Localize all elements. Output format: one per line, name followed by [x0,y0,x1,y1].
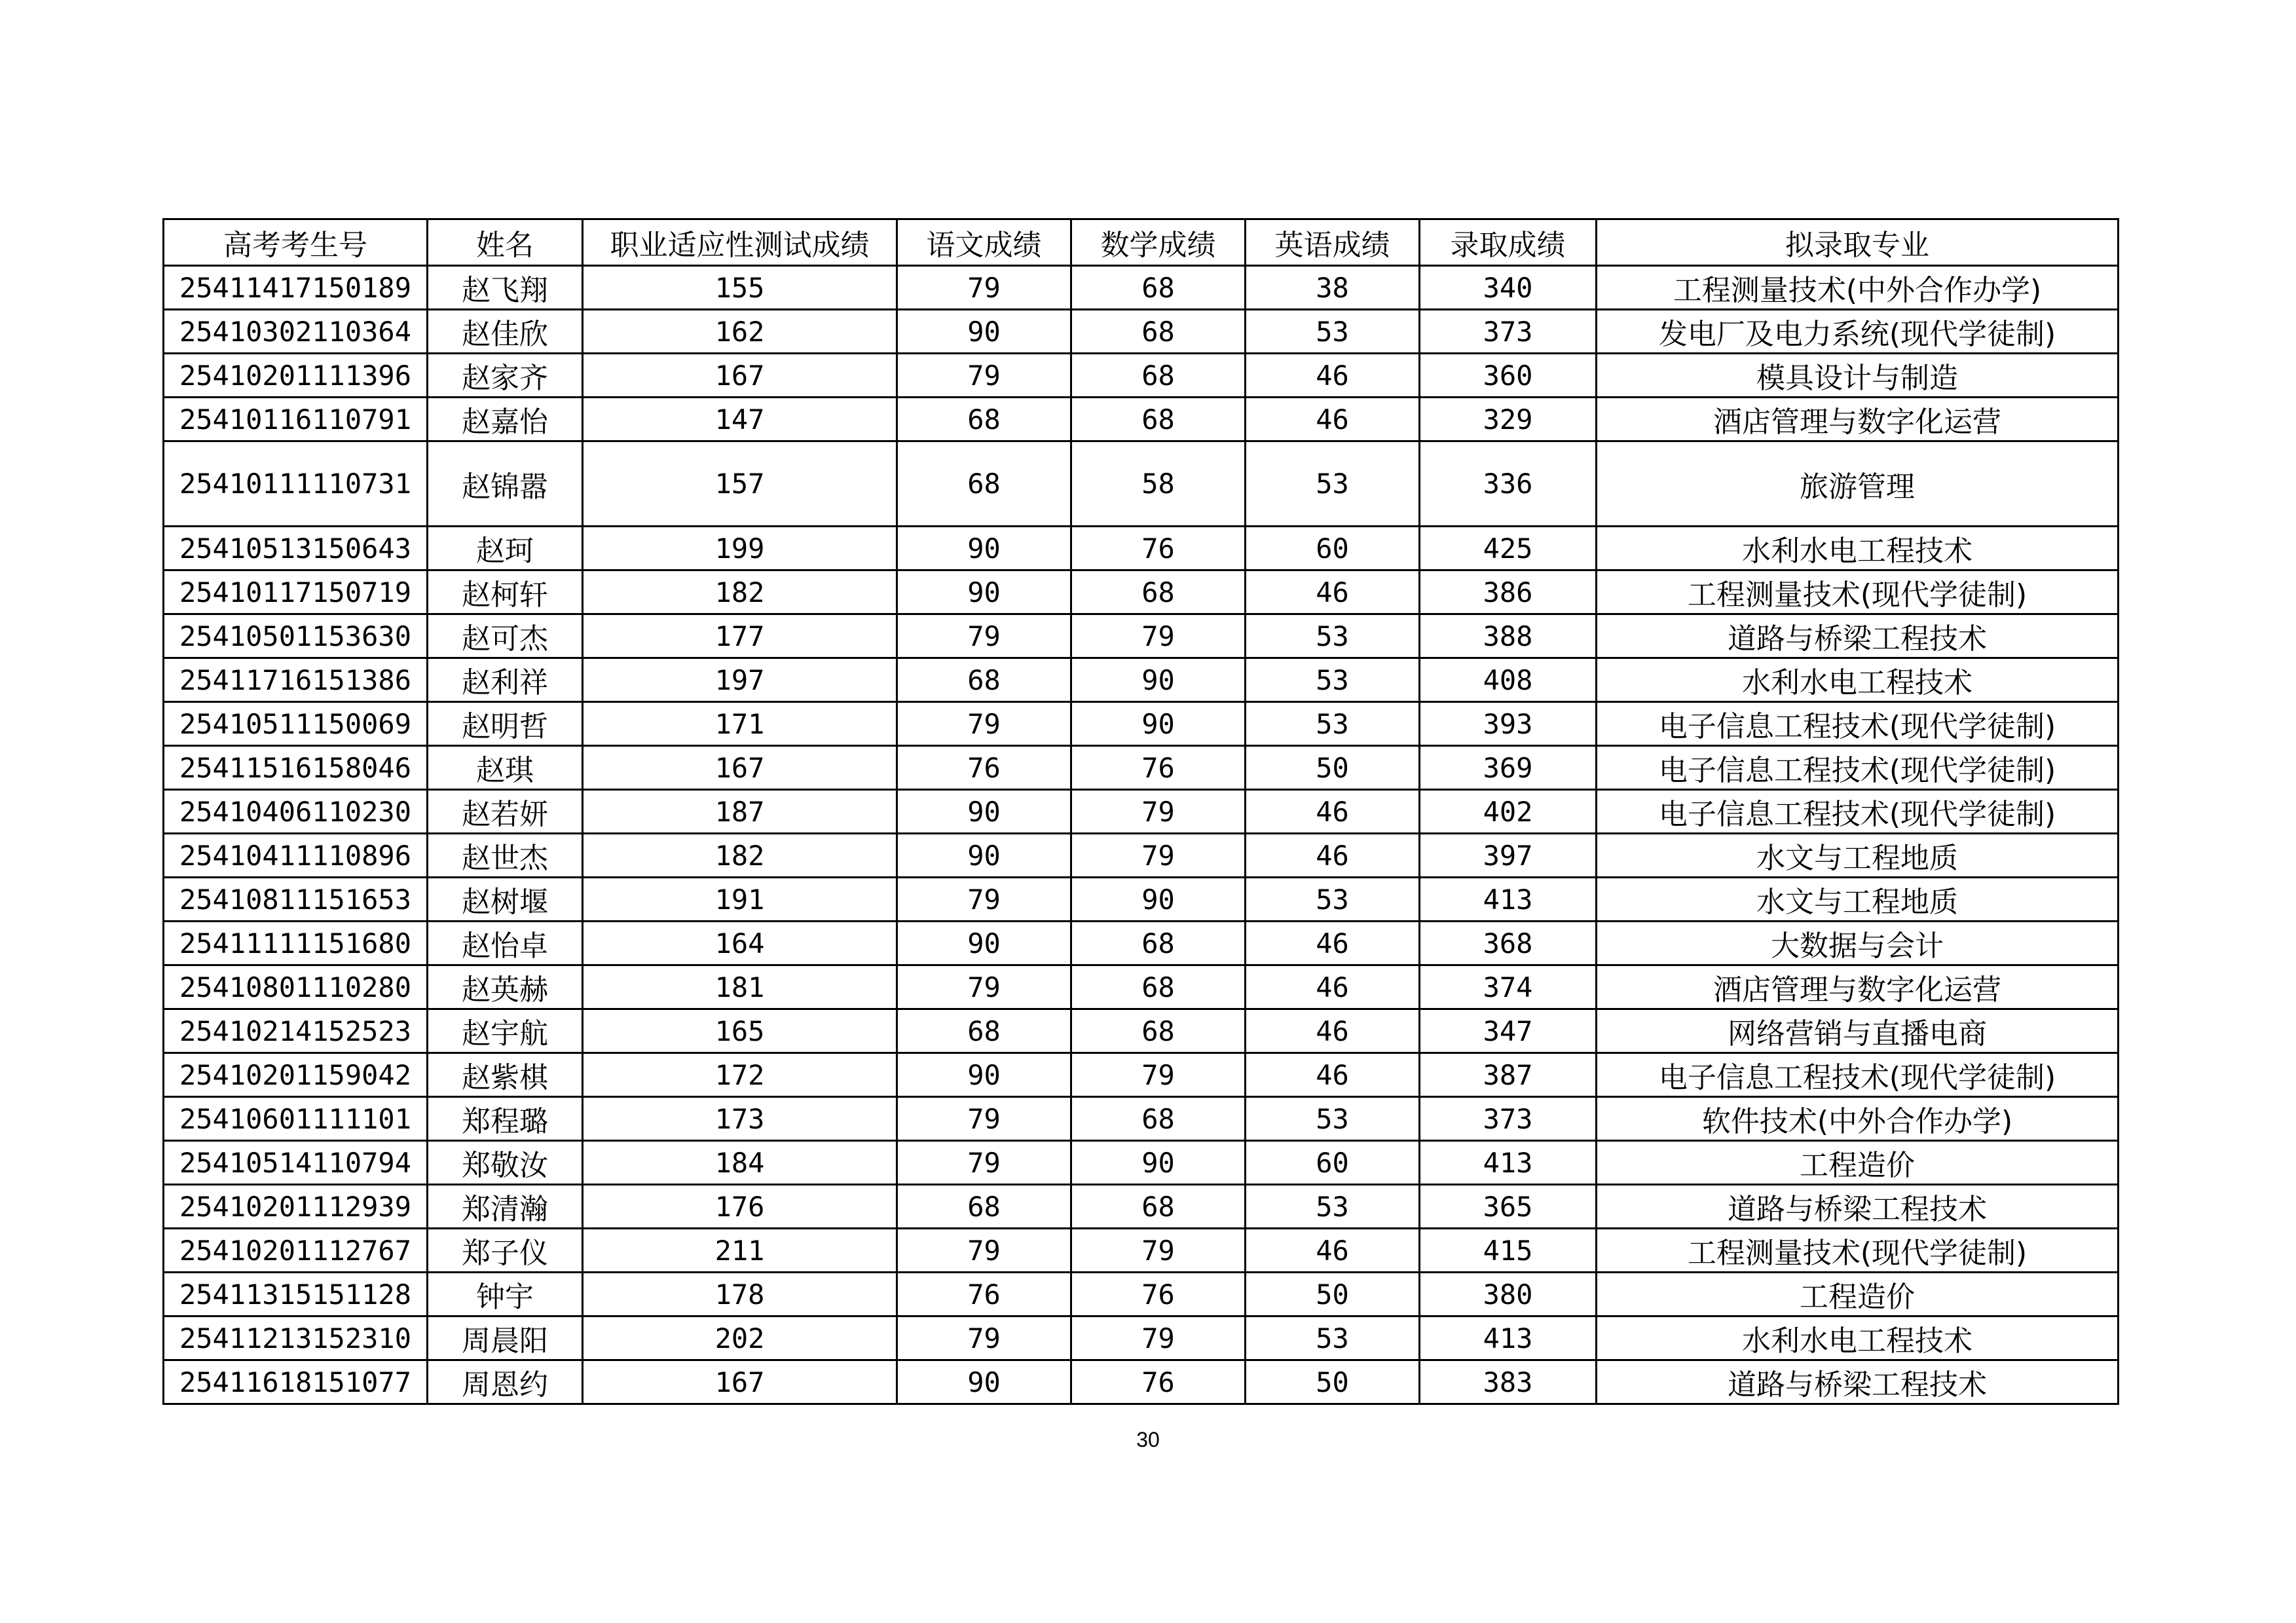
cell-admission-score: 383 [1420,1360,1597,1404]
cell-student-name: 赵柯轩 [428,570,583,614]
cell-student-name: 赵树堰 [428,878,583,922]
cell-math-score: 68 [1071,1097,1246,1141]
admission-score-table [162,218,2119,1405]
cell-chinese-score: 79 [897,354,1071,398]
table-row [164,614,2119,658]
cell-admission-score: 374 [1420,965,1597,1009]
cell-english-score: 38 [1246,266,1420,310]
table-row [164,1097,2119,1141]
cell-aptitude-score: 182 [583,834,897,878]
cell-major: 旅游管理 [1597,441,2119,527]
cell-aptitude-score: 167 [583,354,897,398]
table-row [164,1273,2119,1316]
cell-admission-score: 368 [1420,922,1597,965]
cell-exam-id: 25411618151077 [164,1360,428,1404]
cell-major: 发电厂及电力系统(现代学徒制) [1597,310,2119,354]
cell-admission-score: 408 [1420,658,1597,702]
cell-exam-id: 25410406110230 [164,790,428,834]
cell-student-name: 赵利祥 [428,658,583,702]
cell-major: 工程造价 [1597,1273,2119,1316]
cell-math-score: 79 [1071,1229,1246,1273]
cell-exam-id: 25410111110731 [164,441,428,527]
table-row [164,1185,2119,1229]
cell-admission-score: 413 [1420,1316,1597,1360]
cell-exam-id: 25410513150643 [164,527,428,570]
cell-aptitude-score: 171 [583,702,897,746]
cell-aptitude-score: 164 [583,922,897,965]
cell-math-score: 79 [1071,790,1246,834]
cell-major: 工程造价 [1597,1141,2119,1185]
header-chinese-score: 语文成绩 [897,219,1071,266]
cell-student-name: 郑清瀚 [428,1185,583,1229]
table-row [164,1229,2119,1273]
cell-chinese-score: 79 [897,702,1071,746]
cell-exam-id: 25410302110364 [164,310,428,354]
table-row [164,790,2119,834]
cell-math-score: 68 [1071,965,1246,1009]
cell-student-name: 赵嘉怡 [428,398,583,441]
cell-math-score: 68 [1071,570,1246,614]
cell-student-name: 赵怡卓 [428,922,583,965]
cell-aptitude-score: 147 [583,398,897,441]
cell-exam-id: 25410411110896 [164,834,428,878]
header-major: 拟录取专业 [1597,219,2119,266]
cell-aptitude-score: 202 [583,1316,897,1360]
cell-english-score: 46 [1246,1009,1420,1053]
cell-admission-score: 336 [1420,441,1597,527]
cell-student-name: 郑程璐 [428,1097,583,1141]
header-name: 姓名 [428,219,583,266]
cell-english-score: 46 [1246,354,1420,398]
cell-chinese-score: 79 [897,1141,1071,1185]
cell-exam-id: 25410811151653 [164,878,428,922]
cell-english-score: 60 [1246,1141,1420,1185]
table-row [164,702,2119,746]
cell-exam-id: 25410511150069 [164,702,428,746]
cell-admission-score: 402 [1420,790,1597,834]
cell-exam-id: 25410117150719 [164,570,428,614]
cell-major: 电子信息工程技术(现代学徒制) [1597,790,2119,834]
cell-major: 道路与桥梁工程技术 [1597,1185,2119,1229]
cell-admission-score: 393 [1420,702,1597,746]
cell-admission-score: 373 [1420,310,1597,354]
cell-exam-id: 25410514110794 [164,1141,428,1185]
cell-student-name: 赵佳欣 [428,310,583,354]
cell-chinese-score: 68 [897,1185,1071,1229]
cell-aptitude-score: 162 [583,310,897,354]
cell-english-score: 50 [1246,746,1420,790]
cell-chinese-score: 79 [897,965,1071,1009]
table-row [164,1141,2119,1185]
cell-major: 酒店管理与数字化运营 [1597,965,2119,1009]
cell-english-score: 53 [1246,1185,1420,1229]
table-row [164,1360,2119,1404]
cell-english-score: 53 [1246,1097,1420,1141]
cell-chinese-score: 68 [897,1009,1071,1053]
cell-english-score: 46 [1246,398,1420,441]
cell-major: 大数据与会计 [1597,922,2119,965]
table-row [164,527,2119,570]
cell-chinese-score: 79 [897,266,1071,310]
table-row [164,658,2119,702]
header-admission-score: 录取成绩 [1420,219,1597,266]
cell-major: 工程测量技术(现代学徒制) [1597,1229,2119,1273]
cell-chinese-score: 90 [897,1360,1071,1404]
table-row [164,441,2119,527]
cell-english-score: 46 [1246,965,1420,1009]
cell-major: 水利水电工程技术 [1597,527,2119,570]
cell-english-score: 53 [1246,441,1420,527]
table-row [164,266,2119,310]
cell-math-score: 68 [1071,398,1246,441]
page-number: 30 [1136,1428,1160,1451]
cell-chinese-score: 79 [897,878,1071,922]
cell-student-name: 赵珂 [428,527,583,570]
cell-math-score: 76 [1071,1273,1246,1316]
cell-major: 电子信息工程技术(现代学徒制) [1597,746,2119,790]
cell-student-name: 赵飞翔 [428,266,583,310]
cell-exam-id: 25411111151680 [164,922,428,965]
cell-major: 模具设计与制造 [1597,354,2119,398]
cell-admission-score: 380 [1420,1273,1597,1316]
cell-math-score: 90 [1071,1141,1246,1185]
cell-exam-id: 25410501153630 [164,614,428,658]
cell-major: 工程测量技术(现代学徒制) [1597,570,2119,614]
cell-aptitude-score: 172 [583,1053,897,1097]
cell-exam-id: 25410601111101 [164,1097,428,1141]
cell-chinese-score: 68 [897,398,1071,441]
cell-student-name: 赵紫棋 [428,1053,583,1097]
cell-chinese-score: 90 [897,790,1071,834]
cell-aptitude-score: 167 [583,1360,897,1404]
cell-chinese-score: 68 [897,441,1071,527]
cell-math-score: 68 [1071,1185,1246,1229]
cell-major: 网络营销与直播电商 [1597,1009,2119,1053]
cell-student-name: 赵英赫 [428,965,583,1009]
cell-student-name: 赵明哲 [428,702,583,746]
cell-english-score: 46 [1246,1053,1420,1097]
table-row [164,1053,2119,1097]
cell-student-name: 赵锦嚣 [428,441,583,527]
cell-aptitude-score: 187 [583,790,897,834]
cell-exam-id: 25410801110280 [164,965,428,1009]
cell-major: 道路与桥梁工程技术 [1597,614,2119,658]
cell-aptitude-score: 178 [583,1273,897,1316]
table-body [164,266,2119,1404]
cell-chinese-score: 79 [897,614,1071,658]
table-row [164,922,2119,965]
cell-aptitude-score: 182 [583,570,897,614]
cell-major: 水利水电工程技术 [1597,658,2119,702]
cell-math-score: 90 [1071,702,1246,746]
cell-aptitude-score: 176 [583,1185,897,1229]
cell-student-name: 赵若妍 [428,790,583,834]
cell-chinese-score: 76 [897,1273,1071,1316]
cell-major: 电子信息工程技术(现代学徒制) [1597,702,2119,746]
cell-math-score: 76 [1071,527,1246,570]
table-row [164,746,2119,790]
cell-math-score: 79 [1071,1316,1246,1360]
table-row [164,965,2119,1009]
cell-major: 水文与工程地质 [1597,878,2119,922]
cell-math-score: 90 [1071,658,1246,702]
cell-admission-score: 360 [1420,354,1597,398]
cell-exam-id: 25410116110791 [164,398,428,441]
cell-exam-id: 25411716151386 [164,658,428,702]
cell-english-score: 53 [1246,658,1420,702]
cell-major: 水利水电工程技术 [1597,1316,2119,1360]
cell-admission-score: 425 [1420,527,1597,570]
cell-student-name: 赵宇航 [428,1009,583,1053]
cell-chinese-score: 76 [897,746,1071,790]
cell-chinese-score: 79 [897,1229,1071,1273]
cell-admission-score: 373 [1420,1097,1597,1141]
cell-aptitude-score: 155 [583,266,897,310]
cell-math-score: 79 [1071,614,1246,658]
cell-exam-id: 25410201112767 [164,1229,428,1273]
table-row [164,834,2119,878]
cell-chinese-score: 90 [897,527,1071,570]
cell-chinese-score: 90 [897,1053,1071,1097]
cell-exam-id: 25411213152310 [164,1316,428,1360]
cell-math-score: 68 [1071,1009,1246,1053]
cell-student-name: 赵可杰 [428,614,583,658]
cell-aptitude-score: 165 [583,1009,897,1053]
cell-aptitude-score: 181 [583,965,897,1009]
cell-admission-score: 340 [1420,266,1597,310]
cell-exam-id: 25411516158046 [164,746,428,790]
cell-major: 酒店管理与数字化运营 [1597,398,2119,441]
cell-student-name: 周恩约 [428,1360,583,1404]
table-row [164,570,2119,614]
cell-math-score: 68 [1071,922,1246,965]
cell-chinese-score: 79 [897,1316,1071,1360]
cell-exam-id: 25410201112939 [164,1185,428,1229]
cell-english-score: 46 [1246,570,1420,614]
cell-aptitude-score: 157 [583,441,897,527]
cell-student-name: 赵世杰 [428,834,583,878]
cell-english-score: 53 [1246,702,1420,746]
cell-admission-score: 387 [1420,1053,1597,1097]
cell-aptitude-score: 197 [583,658,897,702]
cell-exam-id: 25410201111396 [164,354,428,398]
cell-admission-score: 329 [1420,398,1597,441]
table-row [164,1316,2119,1360]
cell-chinese-score: 90 [897,310,1071,354]
cell-math-score: 90 [1071,878,1246,922]
cell-admission-score: 365 [1420,1185,1597,1229]
table-row [164,398,2119,441]
cell-math-score: 76 [1071,746,1246,790]
cell-aptitude-score: 173 [583,1097,897,1141]
cell-english-score: 60 [1246,527,1420,570]
cell-aptitude-score: 177 [583,614,897,658]
cell-exam-id: 25410214152523 [164,1009,428,1053]
cell-aptitude-score: 184 [583,1141,897,1185]
cell-chinese-score: 79 [897,1097,1071,1141]
cell-student-name: 郑敬汝 [428,1141,583,1185]
cell-admission-score: 397 [1420,834,1597,878]
cell-admission-score: 413 [1420,1141,1597,1185]
header-math-score: 数学成绩 [1071,219,1246,266]
cell-student-name: 赵琪 [428,746,583,790]
table-header-row [164,219,2119,266]
table-row [164,310,2119,354]
cell-exam-id: 25411315151128 [164,1273,428,1316]
cell-aptitude-score: 191 [583,878,897,922]
cell-exam-id: 25411417150189 [164,266,428,310]
cell-english-score: 50 [1246,1273,1420,1316]
cell-math-score: 76 [1071,1360,1246,1404]
header-english-score: 英语成绩 [1246,219,1420,266]
cell-chinese-score: 90 [897,834,1071,878]
cell-math-score: 79 [1071,834,1246,878]
cell-admission-score: 413 [1420,878,1597,922]
cell-english-score: 53 [1246,614,1420,658]
cell-admission-score: 388 [1420,614,1597,658]
cell-major: 工程测量技术(中外合作办学) [1597,266,2119,310]
cell-chinese-score: 90 [897,570,1071,614]
cell-exam-id: 25410201159042 [164,1053,428,1097]
cell-chinese-score: 90 [897,922,1071,965]
cell-major: 水文与工程地质 [1597,834,2119,878]
cell-major: 道路与桥梁工程技术 [1597,1360,2119,1404]
header-aptitude-score: 职业适应性测试成绩 [583,219,897,266]
cell-english-score: 46 [1246,922,1420,965]
cell-admission-score: 386 [1420,570,1597,614]
cell-math-score: 58 [1071,441,1246,527]
cell-math-score: 68 [1071,266,1246,310]
cell-student-name: 郑子仪 [428,1229,583,1273]
cell-aptitude-score: 211 [583,1229,897,1273]
header-exam-id: 高考考生号 [164,219,428,266]
cell-admission-score: 347 [1420,1009,1597,1053]
cell-admission-score: 415 [1420,1229,1597,1273]
cell-aptitude-score: 199 [583,527,897,570]
cell-chinese-score: 68 [897,658,1071,702]
cell-math-score: 68 [1071,354,1246,398]
cell-student-name: 赵家齐 [428,354,583,398]
cell-english-score: 46 [1246,834,1420,878]
cell-student-name: 周晨阳 [428,1316,583,1360]
cell-english-score: 53 [1246,310,1420,354]
table-row [164,878,2119,922]
table-row [164,354,2119,398]
cell-english-score: 53 [1246,878,1420,922]
cell-major: 软件技术(中外合作办学) [1597,1097,2119,1141]
cell-math-score: 79 [1071,1053,1246,1097]
cell-english-score: 50 [1246,1360,1420,1404]
cell-aptitude-score: 167 [583,746,897,790]
cell-english-score: 46 [1246,1229,1420,1273]
cell-major: 电子信息工程技术(现代学徒制) [1597,1053,2119,1097]
cell-english-score: 53 [1246,1316,1420,1360]
cell-admission-score: 369 [1420,746,1597,790]
cell-english-score: 46 [1246,790,1420,834]
cell-math-score: 68 [1071,310,1246,354]
cell-student-name: 钟宇 [428,1273,583,1316]
table-row [164,1009,2119,1053]
